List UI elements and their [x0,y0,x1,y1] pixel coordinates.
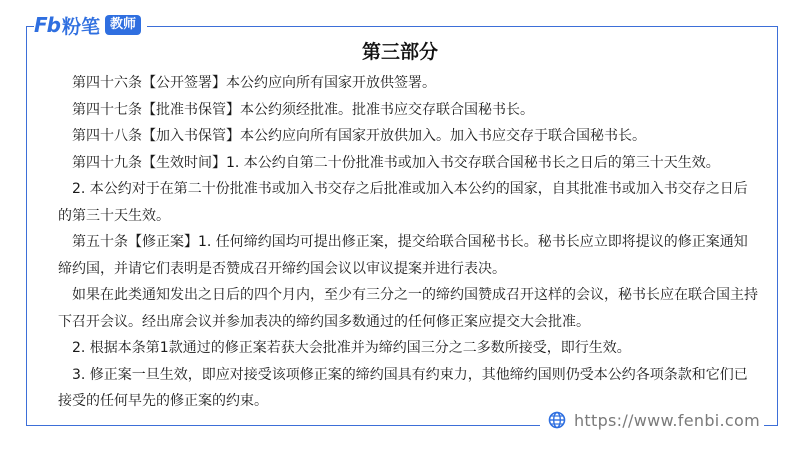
article-46: 第四十六条【公开签署】本公约应向所有国家开放供签署。 [72,75,436,91]
site-url[interactable]: https://www.fenbi.com [573,410,760,430]
article-50-clause-1: 第五十条【修正案】1. 任何缔约国均可提出修正案，提交给联合国秘书长。秘书长应立即将提议的修正案通知缔约国，并请它们表明是否赞成召开缔约国会议以审议提案并进行表决。 [58,234,748,277]
site-footer [540,409,764,431]
brand-logo [34,12,147,38]
article-47: 第四十七条【批准书保管】本公约须经批准。批准书应交存联合国秘书长。 [72,101,534,118]
article-49-clause-2: 2. 本公约对于在第二十份批准书或加入书交存之后批准或加入本公约的国家，自其批准书或加入书交存之日后的第三十天生效。 [58,181,748,224]
article-48: 第四十八条【加入书保管】本公约应向所有国家开放供加入。加入书应交存于联合国秘书长。 [72,128,646,144]
fenbi-logo-icon: Fb [34,13,60,37]
article-50-clause-2: 2. 根据本条第1款通过的修正案若获大会批准并为缔约国三分之二多数所接受，即行生效。 [72,340,631,356]
globe-icon [548,411,566,429]
page-title: 第三部分 [361,41,438,63]
document-body [58,70,758,415]
article-49-clause-1: 第四十九条【生效时间】1. 本公约自第二十份批准书或加入书交存联合国秘书长之日后的第三十天生效。 [72,154,720,171]
brand-badge: 教师 [105,15,141,35]
brand-name: 粉笔 [61,15,100,38]
article-50-clause-3: 3. 修正案一旦生效，即应对接受该项修正案的缔约国具有约束力，其他缔约国则仍受本公约各项条款和它们已接受的任何早先的修正案的约束。 [58,366,748,409]
article-50-clause-1-continued: 如果在此类通知发出之日后的四个月内，至少有三分之一的缔约国赞成召开这样的会议，秘书长应在联合国主持下召开会议。经出席会议并参加表决的缔约国多数通过的任何修正案应提交大会批准。 [58,287,758,330]
